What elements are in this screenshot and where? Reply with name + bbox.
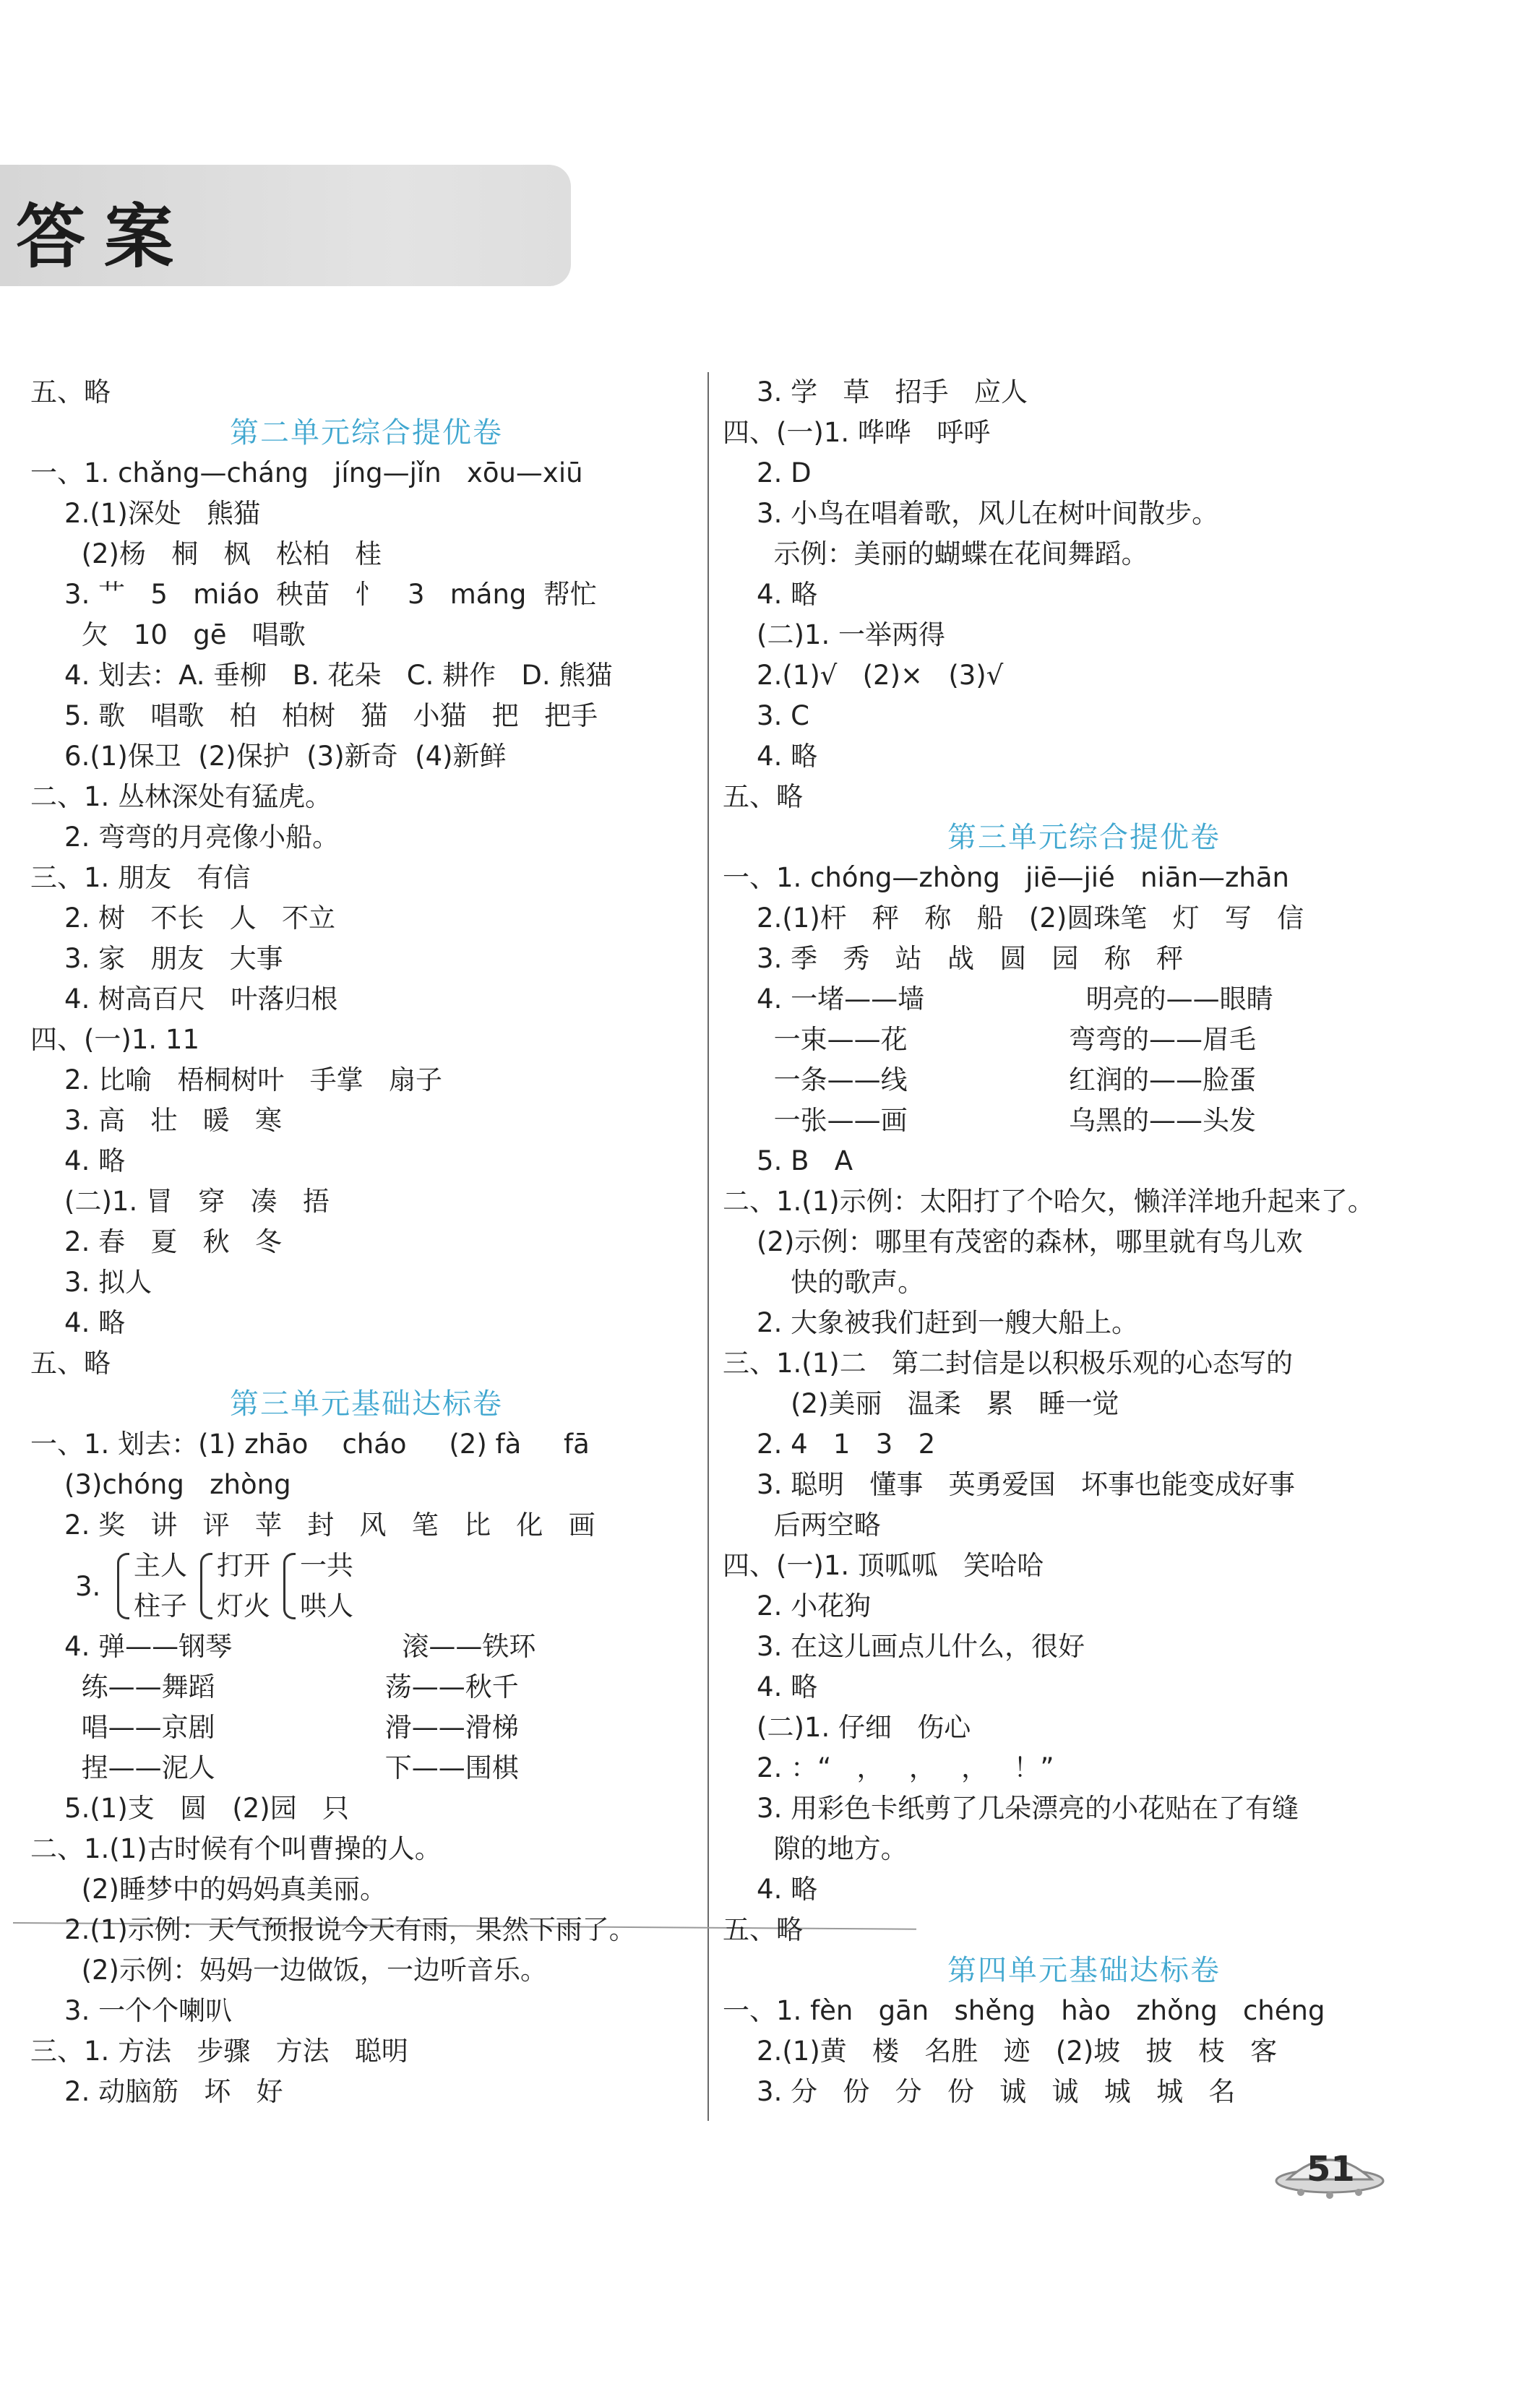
page-title: 答案: [16, 197, 192, 277]
answer-line: 二、1. 丛林深处有猛虎。: [30, 781, 332, 812]
brace-answer-block: [30, 1546, 702, 1627]
answer-line: 3. 季 秀 站 战 圆 园 称 秤: [723, 943, 1184, 974]
right-column: [723, 372, 1445, 2112]
answer-line: 2.(1)黄 楼 名胜 迹 (2)坡 披 枝 客: [723, 2036, 1278, 2067]
answer-line: 3. 学 草 招手 应人: [723, 376, 1028, 408]
answer-line: (3)chóng zhòng: [30, 1469, 291, 1500]
answer-line: 3. 拟人: [30, 1267, 152, 1298]
brace-group: [117, 1546, 187, 1627]
answer-line: 3. C: [723, 700, 809, 731]
page-number-badge: [1272, 2145, 1388, 2203]
answer-line: 2. 动脑筋 坏 好: [30, 2076, 283, 2107]
answer-line: 四、(一)1. 顶呱呱 笑哈哈: [723, 1550, 1044, 1581]
answer-line: 2. 奖 讲 评 苹 封 风 笔 比 化 画: [30, 1510, 595, 1541]
brace-word: 哄人: [300, 1590, 353, 1622]
answer-line: 五、略: [723, 781, 803, 812]
answer-line: (2)杨 桐 枫 松柏 桂: [30, 538, 382, 569]
answer-line: 五、略: [723, 1914, 803, 1945]
brace-group: [200, 1546, 270, 1627]
answer-line: 2.(1)√ (2)× (3)√: [723, 660, 1004, 691]
section-title: 第二单元综合提优卷: [230, 416, 503, 449]
answer-line: 3. 家 朋友 大事: [30, 943, 283, 974]
brace-word: 灯火: [217, 1590, 270, 1622]
brace-word: 柱子: [134, 1590, 187, 1622]
answer-line: 3. 聪明 懂事 英勇爱国 坏事也能变成好事: [723, 1469, 1295, 1500]
answer-line: 唱——京剧 滑——滑梯: [30, 1712, 519, 1743]
answer-line: (二)1. 一举两得: [723, 619, 945, 650]
answer-line: 3. 小鸟在唱着歌，风儿在树叶间散步。: [723, 498, 1219, 529]
question-number: 3.: [75, 1570, 101, 1602]
answer-line: 4. 树高百尺 叶落归根: [30, 983, 338, 1015]
brace-icon: [200, 1553, 212, 1619]
brace-word: 主人: [134, 1550, 187, 1581]
page-number: 51: [1307, 2149, 1355, 2189]
answer-line: 2. 弯弯的月亮像小船。: [30, 822, 340, 853]
answer-line: 4. 划去：A. 垂柳 B. 花朵 C. 耕作 D. 熊猫: [30, 660, 613, 691]
answer-line: 2. 4 1 3 2: [723, 1429, 936, 1460]
answer-line: 2.(1)示例：天气预报说今天有雨，果然下雨了。: [30, 1914, 636, 1945]
answer-line: 3. 在这儿画点儿什么，很好: [723, 1631, 1085, 1662]
answer-line: 三、1. 方法 步骤 方法 聪明: [30, 2036, 408, 2067]
answer-line: 3. 用彩色卡纸剪了几朵漂亮的小花贴在了有缝: [723, 1793, 1299, 1824]
section-title: 第四单元基础达标卷: [947, 1954, 1221, 1987]
section-title: 第三单元综合提优卷: [947, 821, 1221, 854]
answer-line: 2. 小花狗: [723, 1590, 872, 1622]
answer-line: 3. 分 份 分 份 诚 诚 城 城 名: [723, 2076, 1236, 2107]
answer-line: 2. 春 夏 秋 冬: [30, 1226, 282, 1257]
answer-line: 4. 略: [723, 1874, 818, 1905]
answer-line: 一、1. fèn gān shěng hào zhǒng chéng: [723, 1995, 1325, 2026]
answer-line: 三、1.(1)二 第二封信是以积极乐观的心态写的: [723, 1348, 1293, 1379]
answer-line: 2.(1)深处 熊猫: [30, 498, 261, 529]
brace-group: [283, 1546, 353, 1627]
answer-line: (2)示例：哪里有茂密的森林，哪里就有鸟儿欢: [723, 1226, 1303, 1257]
answer-line: 2. ：“ ， ， ， ！”: [723, 1752, 1054, 1783]
answer-line: 一、1. chǎng—cháng jíng—jǐn xōu—xiū: [30, 457, 583, 488]
answer-line: 5. B A: [723, 1145, 853, 1176]
section-title: 第三单元基础达标卷: [230, 1387, 503, 1421]
answer-line: 5.(1)支 圆 (2)园 只: [30, 1793, 350, 1824]
answer-line: 3. 高 壮 暖 寒: [30, 1105, 282, 1136]
answer-line: (2)睡梦中的妈妈真美丽。: [30, 1874, 387, 1905]
left-column: [30, 372, 702, 2112]
answer-line: 4. 一堵——墙 明亮的——眼睛: [723, 983, 1273, 1015]
answer-line: 四、(一)1. 11: [30, 1024, 200, 1055]
answer-line: 4. 略: [30, 1145, 126, 1176]
answer-line: 快的歌声。: [723, 1267, 925, 1298]
answer-line: 一张——画 乌黑的——头发: [723, 1105, 1257, 1136]
answer-line: 一、1. chóng—zhòng jiē—jié niān—zhān: [723, 862, 1289, 893]
answer-line: 一束——花 弯弯的——眉毛: [723, 1024, 1257, 1055]
answer-line: 3. 艹 5 miáo 秧苗 忄 3 máng 帮忙: [30, 579, 597, 610]
answer-line: 后两空略: [723, 1510, 881, 1541]
answer-line: 3. 一个个喇叭: [30, 1995, 233, 2026]
answer-line: 欠 10 gē 唱歌: [30, 619, 306, 650]
answer-line: 2. D: [723, 457, 812, 488]
answer-line: 4. 略: [723, 741, 818, 772]
answer-line: 2. 比喻 梧桐树叶 手掌 扇子: [30, 1064, 442, 1095]
answer-line: 4. 弹——钢琴 滚——铁环: [30, 1631, 536, 1662]
answer-line: 隙的地方。: [723, 1833, 908, 1864]
answer-line: 三、1. 朋友 有信: [30, 862, 251, 893]
answer-line: (二)1. 仔细 伤心: [723, 1712, 971, 1743]
answer-line: 五、略: [30, 376, 111, 408]
answer-line: (2)示例：妈妈一边做饭，一边听音乐。: [30, 1955, 547, 1986]
brace-icon: [283, 1553, 296, 1619]
answer-line: 2. 大象被我们赶到一艘大船上。: [723, 1307, 1139, 1338]
answer-line: 4. 略: [723, 1671, 818, 1702]
header-banner: [0, 165, 571, 286]
answer-line: 6.(1)保卫 (2)保护 (3)新奇 (4)新鲜: [30, 741, 507, 772]
answer-line: 五、略: [30, 1348, 111, 1379]
answer-line: 4. 略: [30, 1307, 126, 1338]
brace-icon: [117, 1553, 129, 1619]
answer-line: 练——舞蹈 荡——秋千: [30, 1671, 519, 1702]
column-divider: [707, 372, 709, 2121]
answer-line: 2.(1)杆 秤 称 船 (2)圆珠笔 灯 写 信: [723, 903, 1304, 934]
answer-line: 一、1. 划去：(1) zhāo cháo (2) fà fā: [30, 1429, 590, 1460]
answer-line: 捏——泥人 下——围棋: [30, 1752, 519, 1783]
answer-line: 2. 树 不长 人 不立: [30, 903, 335, 934]
brace-word: 打开: [217, 1550, 270, 1581]
answer-line: (2)美丽 温柔 累 睡一觉: [723, 1388, 1119, 1419]
brace-word: 一共: [300, 1550, 353, 1581]
answer-line: 二、1.(1)古时候有个叫曹操的人。: [30, 1833, 442, 1864]
answer-line: 二、1.(1)示例：太阳打了个哈欠，懒洋洋地升起来了。: [723, 1186, 1375, 1217]
answer-line: 示例：美丽的蝴蝶在花间舞蹈。: [723, 538, 1148, 569]
answer-line: (二)1. 冒 穿 凑 捂: [30, 1186, 330, 1217]
answer-line: 四、(一)1. 哗哗 呼呼: [723, 417, 991, 448]
answer-line: 5. 歌 唱歌 柏 柏树 猫 小猫 把 把手: [30, 700, 598, 731]
answer-line: 一条——线 红润的——脸蛋: [723, 1064, 1257, 1095]
answer-line: 4. 略: [723, 579, 818, 610]
